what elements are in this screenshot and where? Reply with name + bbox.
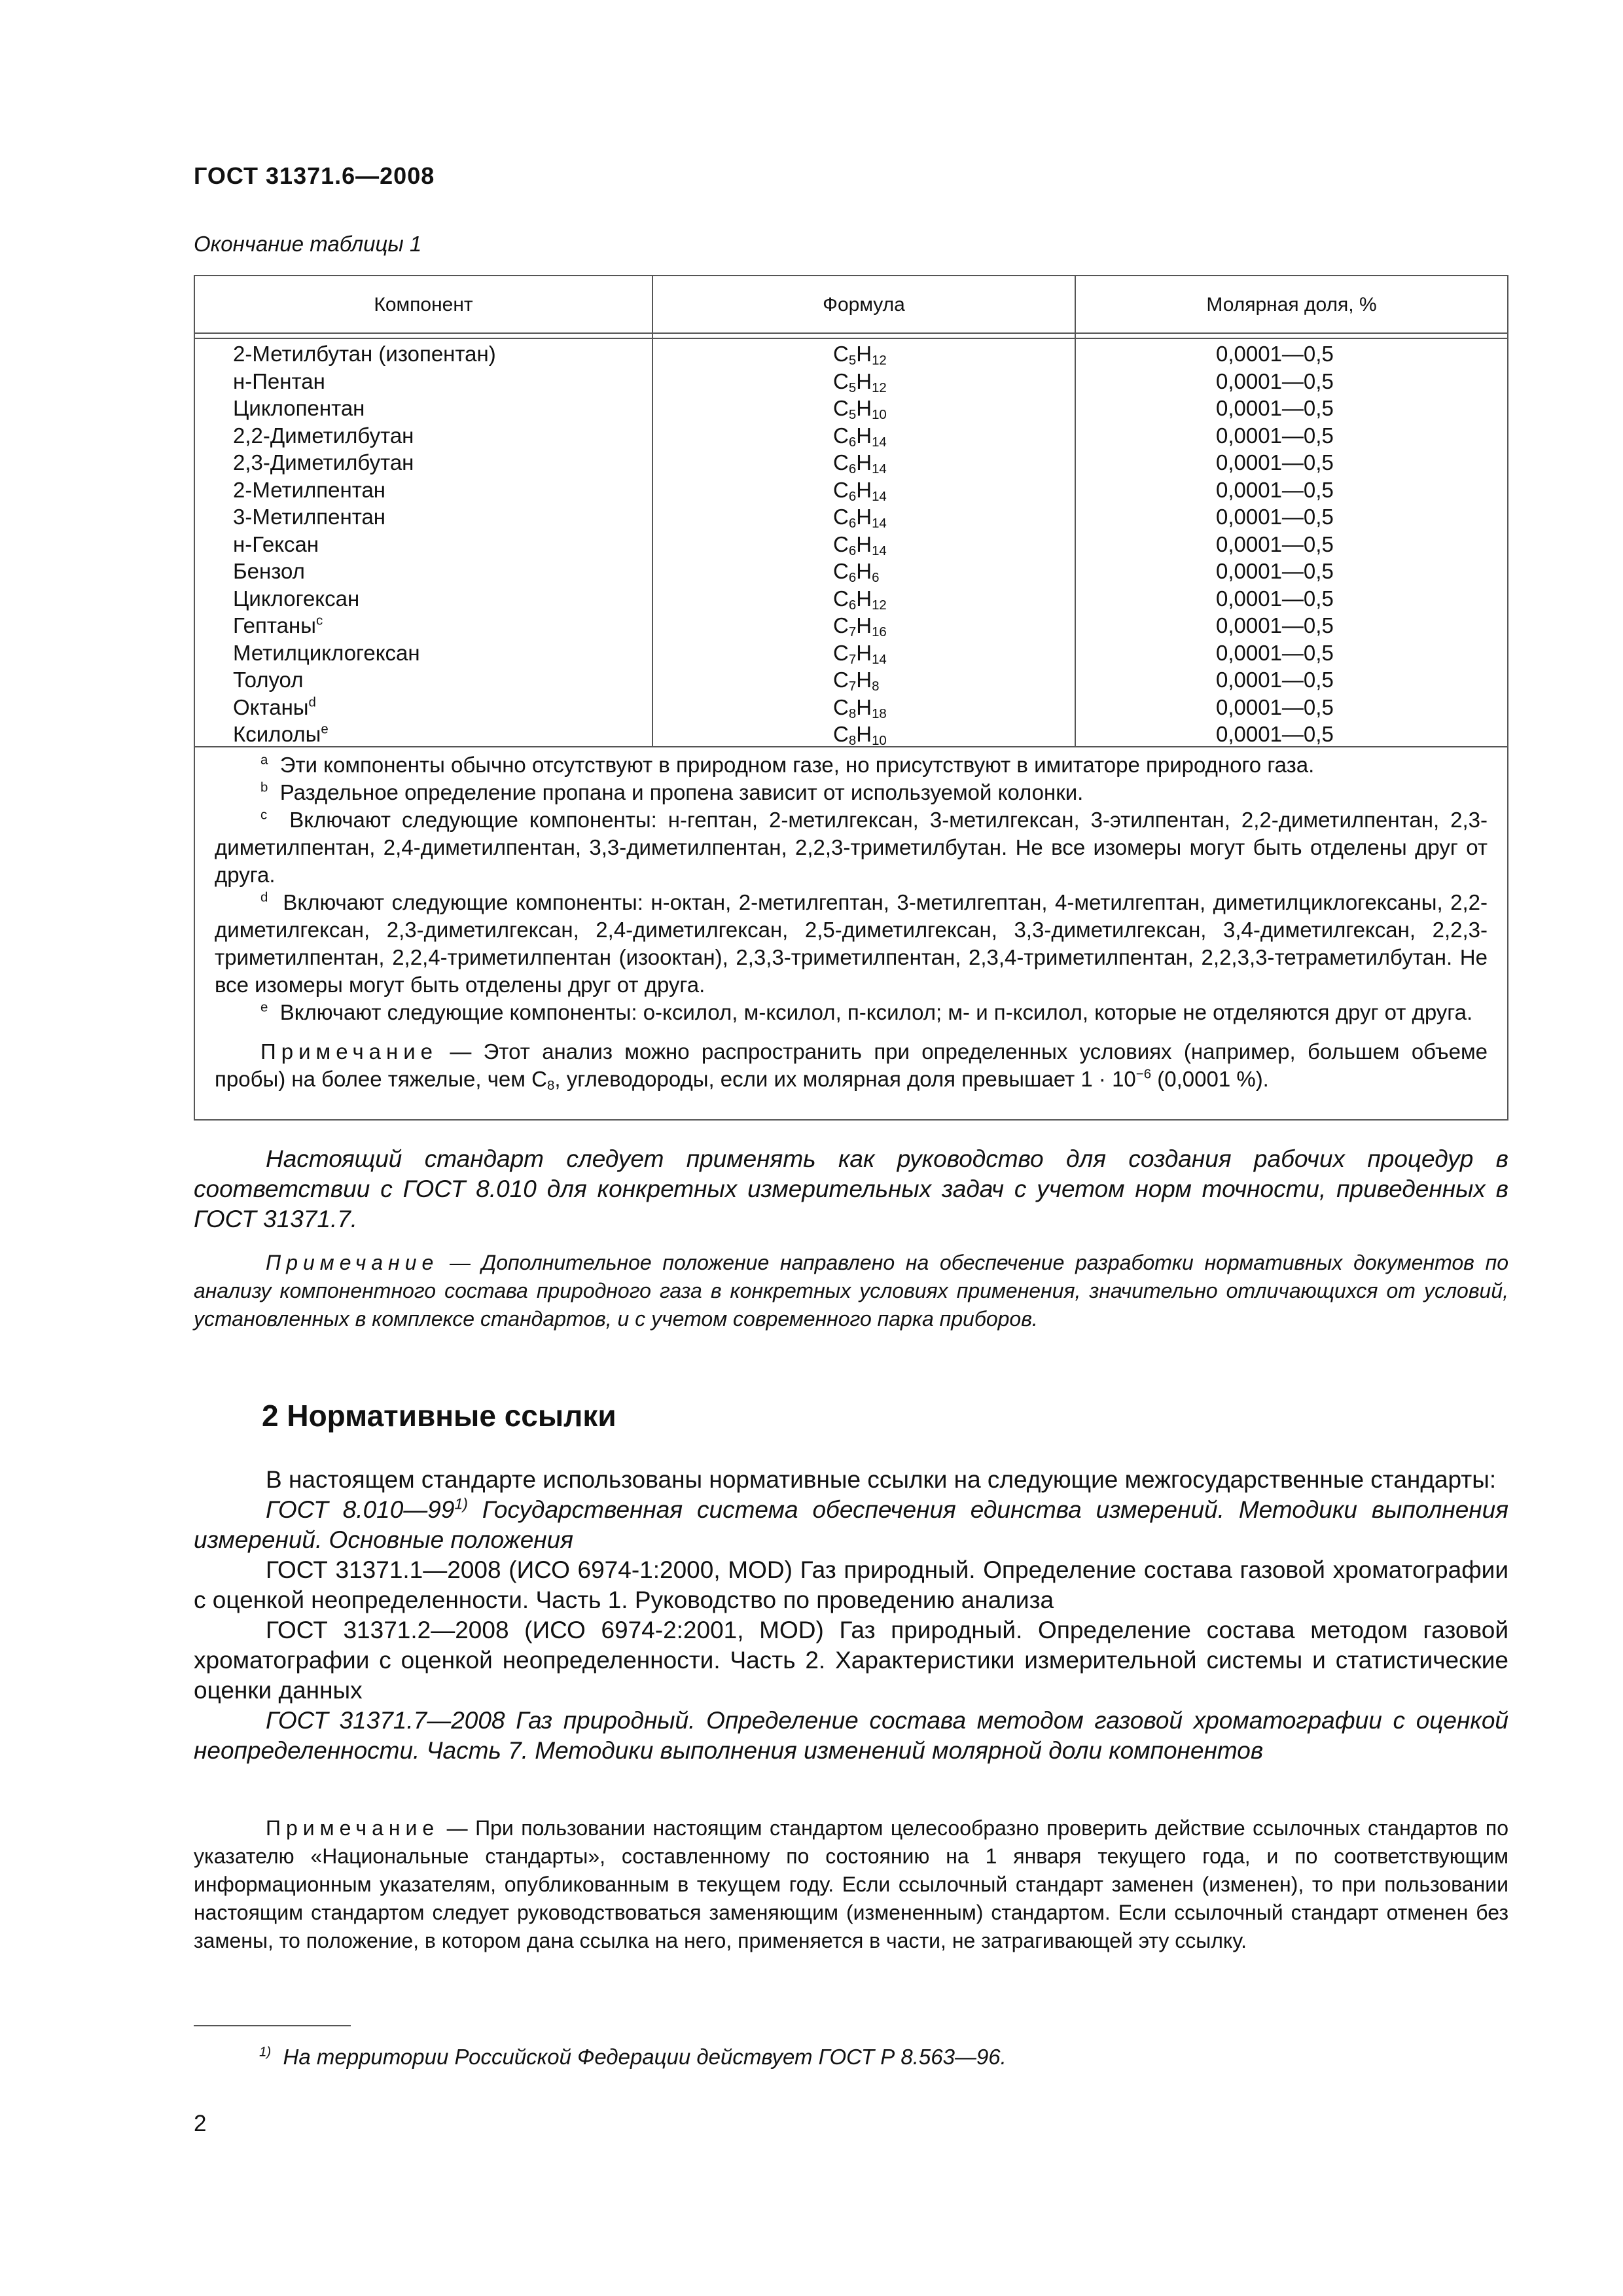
cell-fraction: 0,0001—0,5 [1216, 613, 1334, 637]
table-note-d: $^d$ Включают следующие компоненты: н-октан, 2-метилгептан, 3-метилгептан, 4-метилгептан, диметилциклогексаны, 2,2-диметилгексан, 2,3-диметилгексан, 2,4-диметилгексан, 2,5-диметилгексан, 3,3-диметилгексан, 3,4-диметилгексан, 2,2,3-триметилпентан, 2,2,4-триметилпентан (изооктан), 2,3,3-триметилпентан, 2,3,4-триметилпентан, 2,2,3,3-тетраметилбутан. Не все изомеры могут быть отделены друг от друга. [215, 889, 1488, 997]
cell-fraction: 0,0001—0,5 [1216, 640, 1334, 665]
cell-formula: $C_6H_{12}$ [833, 586, 887, 613]
cell-fraction: 0,0001—0,5 [1216, 368, 1334, 393]
table-note-a: $^a$ Эти компоненты обычно отсутствуют в природном газе, но присутствуют в имитаторе природного газа. [260, 752, 1315, 777]
cell-component: Циклогексан [233, 586, 360, 611]
cell-component: н-Пентан [233, 368, 325, 393]
table-note-e: $^e$ Включают следующие компоненты: о-ксилол, м-ксилол, п-ксилол; м- и п-ксилол, которые не отделяются друг от друга. [260, 999, 1473, 1024]
reference-item: ГОСТ 8.010—99$^{1)}$ Государственная система обеспечения единства измерений. Методики выполнения измерений. Основные положения [194, 1495, 1509, 1553]
column-header-formula: Формула [823, 294, 905, 315]
column-header-component: Компонент [374, 294, 473, 315]
table-remark: Примечание — Этот анализ можно распространить при определенных условиях (например, большем объеме пробы) на более тяжелые, чем $C_8$, углеводороды, если их молярная доля превышает $1 \cdot 10^{-6}$ (0,0001 %). [215, 1039, 1488, 1094]
scope-note: Примечание — Дополнительное положение направлено на обеспечение разработки нормативных документов по анализу компонентного состава природного газа в конкретных условиях применения, значительно отличающихся от условий, установленных в комплексе стандартов, и с учетом современного парка приборов. [194, 1251, 1508, 1331]
table-row [195, 558, 1507, 585]
reference-item: ГОСТ 31371.7—2008 Газ природный. Определение состава методом газовой хроматографии с оценкой неопределенности. Часть 7. Методики выполнения изменений молярной доли компонентов [194, 1707, 1508, 1764]
table-row [195, 639, 1507, 667]
table-row [195, 449, 1507, 476]
cell-fraction: 0,0001—0,5 [1216, 694, 1334, 719]
footnote-rule [194, 2025, 351, 2026]
table-row [195, 503, 1507, 531]
cell-component: Октаны$^d$ [233, 694, 316, 719]
table-row [195, 612, 1507, 639]
document-id: ГОСТ 31371.6—2008 [194, 162, 435, 189]
cell-formula: $C_7H_8$ [833, 668, 880, 694]
cell-component: н-Гексан [233, 531, 319, 556]
cell-formula: $C_5H_{10}$ [833, 396, 887, 423]
table-row [195, 531, 1507, 558]
header-divider [195, 338, 1507, 339]
table-row [195, 395, 1507, 422]
table-note-b: $^b$ Раздельное определение пропана и пропена зависит от используемой колонки. [260, 780, 1084, 804]
cell-formula: $C_7H_{14}$ [833, 640, 887, 667]
cell-formula: $C_6H_6$ [833, 559, 880, 586]
reference-item: ГОСТ 31371.1—2008 (ИСО 6974-1:2000, MOD) Газ природный. Определение состава газовой хроматографии с оценкой неопределенности. Часть 1. Руководство по проведению анализа [194, 1556, 1508, 1613]
references-list [194, 1465, 1508, 1766]
cell-formula: $C_6H_{14}$ [833, 477, 887, 504]
cell-fraction: 0,0001—0,5 [1216, 668, 1334, 692]
cell-fraction: 0,0001—0,5 [1216, 477, 1334, 502]
cell-formula: $C_6H_{14}$ [833, 531, 887, 558]
page-number: 2 [194, 2111, 207, 2136]
cell-formula: $C_6H_{14}$ [833, 423, 887, 450]
cell-fraction: 0,0001—0,5 [1216, 586, 1334, 611]
cell-fraction: 0,0001—0,5 [1216, 722, 1334, 746]
cell-fraction: 0,0001—0,5 [1216, 450, 1334, 475]
cell-component: Ксилолы$^e$ [233, 721, 329, 746]
cell-formula: $C_5H_{12}$ [833, 342, 887, 368]
column-header-fraction: Молярная доля, % [1206, 294, 1377, 315]
footnote: $^{1)}$ На территории Российской Федерации действует ГОСТ Р 8.563—96. [259, 2044, 1007, 2069]
cell-component: Циклопентан [233, 396, 365, 420]
cell-component: Гептаны$^c$ [233, 613, 323, 637]
reference-item: ГОСТ 31371.2—2008 (ИСО 6974-2:2001, MOD) Газ природный. Определение состава методом газовой хроматографии с оценкой неопределенности. Часть 2. Характеристики измерительной системы и статистические оценки данных [194, 1617, 1508, 1704]
cell-fraction: 0,0001—0,5 [1216, 559, 1334, 583]
cell-fraction: 0,0001—0,5 [1216, 396, 1334, 420]
table-row [195, 422, 1507, 450]
cell-fraction: 0,0001—0,5 [1216, 531, 1334, 556]
cell-component: 3-Метилпентан [233, 505, 386, 529]
table-row [195, 585, 1507, 613]
cell-component: 2,2-Диметилбутан [233, 423, 414, 448]
cell-component: Толуол [233, 668, 304, 692]
cell-component: Бензол [233, 559, 305, 583]
cell-fraction: 0,0001—0,5 [1216, 342, 1334, 366]
cell-formula: $C_8H_{18}$ [833, 694, 887, 721]
cell-formula: $C_6H_{14}$ [833, 505, 887, 531]
scope-paragraph: Настоящий стандарт следует применять как руководство для создания рабочих процедур в соответствии с ГОСТ 8.010 для конкретных измерительных задач с учетом норм точности, приведенных в ГОСТ 31371.7. [194, 1145, 1508, 1232]
cell-component: 2-Метилбутан (изопентан) [233, 342, 496, 366]
references-note: Примечание — При пользовании настоящим стандартом целесообразно проверить действие ссылочных стандартов по указателю «Национальные стандарты», составленному по состоянию на 1 января текущего года, и по соответствующим информационным указателям, опубликованным в текущем году. Если ссылочный стандарт заменен (изменен), то при пользовании настоящим стандартом следует руководствоваться заменяющим (измененным) стандартом. Если ссылочный стандарт отменен без замены, то положение, в котором дана ссылка на него, применяется в части, не затрагивающей эту ссылку. [194, 1816, 1508, 1952]
table-note-c: $^c$ Включают следующие компоненты: н-гептан, 2-метилгексан, 3-метилгексан, 3-этилпентан, 2,2-диметилпентан, 2,3-диметилпентан, 2,4-диметилпентан, 3,3-диметилпентан, 2,2,3-триметилбутан. Не все изомеры могут быть отделены друг от друга. [215, 807, 1488, 887]
table-notes [195, 751, 1507, 1093]
components-table [194, 275, 1508, 1121]
table-row [195, 368, 1507, 395]
cell-component: 2-Метилпентан [233, 477, 386, 502]
table-row [195, 666, 1507, 694]
cell-fraction: 0,0001—0,5 [1216, 423, 1334, 448]
table-row [195, 721, 1507, 748]
cell-component: 2,3-Диметилбутан [233, 450, 414, 475]
header-divider [195, 332, 1507, 334]
cell-formula: $C_7H_{16}$ [833, 613, 887, 640]
cell-component: Метилциклогексан [233, 640, 420, 665]
section-title: 2 Нормативные ссылки [262, 1399, 616, 1433]
table-row [195, 476, 1507, 504]
table-caption: Окончание таблицы 1 [194, 232, 422, 256]
cell-fraction: 0,0001—0,5 [1216, 505, 1334, 529]
table-row [195, 340, 1507, 368]
references-intro: В настоящем стандарте использованы нормативные ссылки на следующие межгосударственные стандарты: [266, 1466, 1497, 1493]
table-row [195, 694, 1507, 721]
cell-formula: $C_6H_{14}$ [833, 450, 887, 477]
cell-formula: $C_8H_{10}$ [833, 722, 887, 749]
cell-formula: $C_5H_{12}$ [833, 368, 887, 395]
